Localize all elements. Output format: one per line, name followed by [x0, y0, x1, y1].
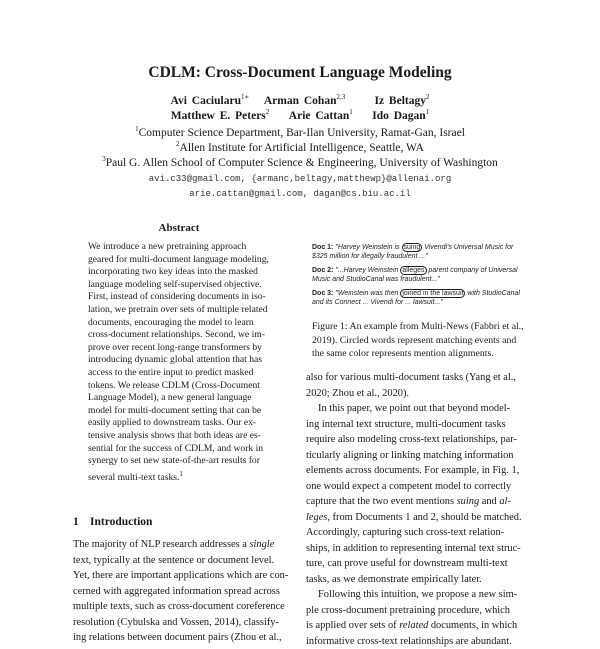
doc-text: Vivendi's Universal Music for $325 million for illegally fraudulent ..."	[312, 244, 513, 260]
body-line: capture that the two event mentions suing and al-	[306, 494, 526, 510]
body-line: informative cross-text relationships are abundant.	[306, 634, 526, 649]
body-line: ple cross-document pretraining procedure, which	[306, 603, 526, 619]
affiliation-3	[0, 155, 600, 169]
abstract-line: incorporating two key ideas into the masked	[88, 266, 272, 279]
figure-1	[312, 244, 528, 310]
body-line: leges, from Documents 1 and 2, should be matched.	[306, 510, 526, 526]
author-sup: 1∗	[241, 93, 249, 101]
author-name: Matthew E. Peters	[171, 110, 266, 122]
doc-text: "Harvey Weinstein is	[333, 244, 401, 251]
abstract-line: First, instead of considering documents in iso-	[88, 291, 272, 304]
right-column-text	[306, 370, 526, 649]
section-title: Introduction	[90, 516, 152, 528]
body-line: require also modeling cross-text relationships, par-	[306, 432, 526, 448]
abstract-last-line	[88, 468, 272, 485]
caption-line: 2019). Circled words represent matching events and	[312, 334, 526, 348]
doc-label: Doc 3:	[312, 290, 333, 297]
author-name: Ido Dagan	[372, 110, 425, 122]
body-line: Accordingly, capturing such cross-text relation-	[306, 525, 526, 541]
abstract-line: cross-document relationships. Second, we im-	[88, 329, 272, 342]
aff-sup: 3	[102, 155, 106, 163]
caption-line: the same color represents mention alignments.	[312, 347, 526, 361]
body-line: ticularly aligning or linking matching information	[306, 448, 526, 464]
abstract-line: introducing dynamic global attention that has	[88, 354, 272, 367]
intro-line: The majority of NLP research addresses a single	[73, 537, 285, 553]
aff-sup: 1	[135, 125, 139, 133]
abstract-line: prove over recent long-range transformers by	[88, 342, 272, 355]
author-name: Arie Cattan	[289, 110, 349, 122]
body-line: 2020; Zhou et al., 2020).	[306, 386, 526, 402]
email-line-1: avi.c33@gmail.com, {armanc,beltagy,matthewp}@allenai.org	[0, 174, 600, 184]
intro-line: multiple texts, such as cross-document coreference	[73, 599, 285, 615]
doc-label: Doc 1:	[312, 244, 333, 251]
caption-line: Figure 1: An example from Multi-News (Fabbri et al.,	[312, 320, 526, 334]
body-line: Following this intuition, we propose a new sim-	[306, 587, 526, 603]
author-line-2	[0, 108, 600, 122]
aff-text: Computer Science Department, Bar-Ilan University, Ramat-Gan, Israel	[139, 127, 465, 139]
section-heading-introduction	[73, 516, 152, 528]
aff-sup: 2	[176, 140, 180, 148]
abstract-line: synergy to set new state-of-the-art results for	[88, 455, 272, 468]
affiliation-2	[0, 140, 600, 154]
body-line: tasks, as we demonstrate empirically later.	[306, 572, 526, 588]
abstract-line: language modeling self-supervised objective.	[88, 279, 272, 292]
abstract-line: tokens. We release CDLM (Cross-Document	[88, 380, 272, 393]
intro-line: cerned with aggregated information spread across	[73, 584, 285, 600]
doc-text: "Weinstein was then	[333, 290, 400, 297]
body-line: also for various multi-document tasks (Yang et al.,	[306, 370, 526, 386]
body-line: ing internal text structure, multi-document tasks	[306, 417, 526, 433]
paper-title: CDLM: Cross-Document Language Modeling	[0, 64, 600, 82]
body-line: In this paper, we point out that beyond model-	[306, 401, 526, 417]
abstract-line: several multi-text tasks.	[88, 472, 179, 483]
author-sup: 1	[349, 108, 353, 116]
doc-text: with StudioCanal and its Connect ... Vivendi for ... lawsuit..."	[312, 290, 520, 306]
author-name: Avi Caciularu	[171, 95, 241, 107]
body-line: ture, can prove useful for downstream multi-text	[306, 556, 526, 572]
figure-1-caption	[312, 320, 526, 361]
intro-paragraph-left	[73, 537, 285, 646]
author-sup: 1	[426, 108, 430, 116]
author-name: Iz Beltagy	[374, 95, 426, 107]
intro-line: resolution (Cybulska and Vossen, 2014), classify-	[73, 615, 285, 631]
aff-text: Allen Institute for Artificial Intelligence, Seattle, WA	[180, 142, 424, 154]
author-sup: 2	[266, 108, 270, 116]
body-line: is applied over sets of related documents, in which	[306, 618, 526, 634]
author-sup: 2,3	[336, 93, 345, 101]
author-name: Arman Cohan	[264, 95, 337, 107]
abstract-heading: Abstract	[73, 222, 285, 234]
figure-doc-2	[312, 267, 528, 284]
body-line: one would expect a competent model to correctly	[306, 479, 526, 495]
abstract-line: tensive analysis shows that both ideas are es-	[88, 430, 272, 443]
abstract-line: easily applied to downstream tasks. Our ex-	[88, 417, 272, 430]
abstract-line: model for multi-document setting that can be	[88, 405, 272, 418]
circled-mention: alleges	[400, 266, 426, 275]
email-line-2: arie.cattan@gmail.com, dagan@cs.biu.ac.il	[0, 189, 600, 199]
intro-line: ing relations between document pairs (Zhou et al.,	[73, 630, 285, 646]
doc-text: "...Harvey Weinstein	[333, 267, 400, 274]
abstract-line: geared for multi-document language modeling,	[88, 254, 272, 267]
aff-text: Paul G. Allen School of Computer Science & Engineering, University of Washington	[106, 157, 498, 169]
affiliation-1	[0, 125, 600, 139]
abstract-line: We introduce a new pretraining approach	[88, 241, 272, 254]
circled-mention: suing	[402, 243, 423, 252]
author-sup: 2	[426, 93, 430, 101]
intro-line: text, typically at the sentence or document level.	[73, 553, 285, 569]
body-line: ships, in addition to representing internal text struc-	[306, 541, 526, 557]
abstract-body	[88, 241, 272, 484]
body-line: elements across documents. For example, in Fig. 1,	[306, 463, 526, 479]
figure-doc-1	[312, 244, 528, 261]
abstract-line: Language Model), a new general language	[88, 392, 272, 405]
footnote-mark: 1	[179, 470, 183, 478]
author-line-1	[0, 93, 600, 107]
section-number: 1	[73, 516, 90, 528]
figure-doc-3	[312, 290, 528, 307]
intro-line: Yet, there are important applications which are con-	[73, 568, 285, 584]
circled-mention: joined in the lawsuit	[400, 289, 465, 298]
abstract-line: documents, encouraging the model to learn	[88, 317, 272, 330]
doc-label: Doc 2:	[312, 267, 333, 274]
abstract-line: lation, we pretrain over sets of multiple related	[88, 304, 272, 317]
doc-text: parent company of Universal Music and StudioCanal was fraudulent..."	[312, 267, 518, 283]
abstract-line: access to the entire input to predict masked	[88, 367, 272, 380]
abstract-line: sential for the success of CDLM, and work in	[88, 443, 272, 456]
